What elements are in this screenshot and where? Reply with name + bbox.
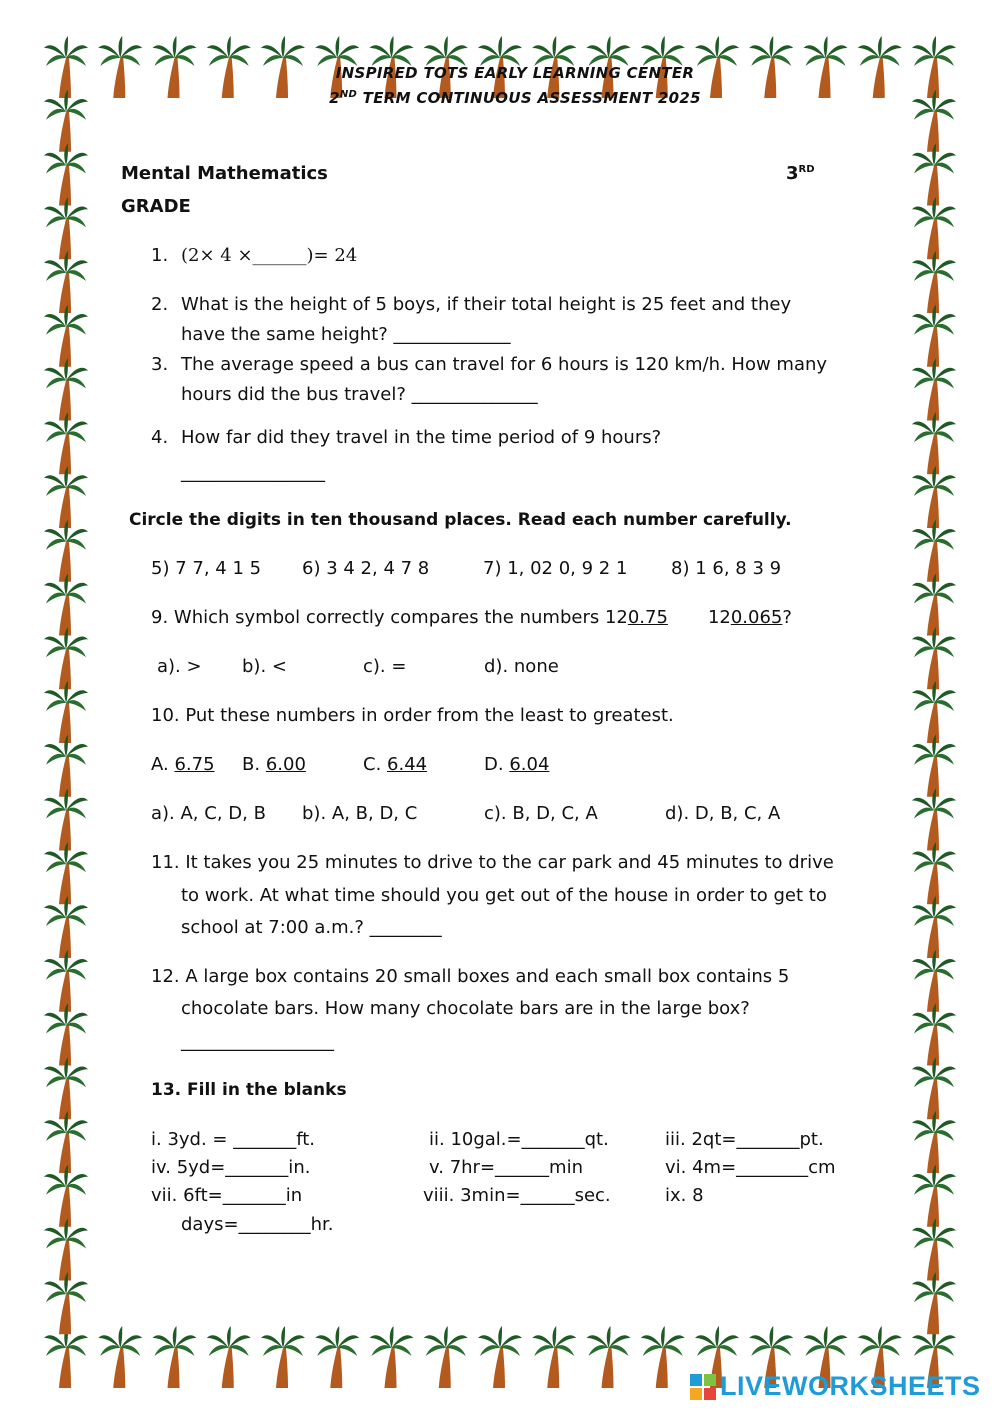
palm-tree-icon bbox=[315, 1326, 359, 1388]
fill-blank-item: vi. 4m=________cm bbox=[665, 1157, 836, 1178]
fill-blank-item: days=________hr. bbox=[181, 1214, 334, 1235]
palm-tree-icon bbox=[44, 359, 88, 421]
section-circle-instructions: Circle the digits in ten thousand places. Read each number carefully. bbox=[129, 510, 792, 530]
palm-tree-icon bbox=[44, 466, 88, 528]
fill-blank-item: v. 7hr=______min bbox=[429, 1157, 583, 1178]
palm-tree-icon bbox=[44, 1111, 88, 1173]
palm-tree-icon bbox=[912, 305, 956, 367]
palm-tree-icon bbox=[912, 627, 956, 689]
q11-line1: 11. It takes you 25 minutes to drive to the car park and 45 minutes to drive bbox=[151, 852, 834, 873]
palm-tree-icon bbox=[44, 197, 88, 259]
palm-tree-icon bbox=[912, 520, 956, 582]
palm-tree-icon bbox=[478, 1326, 522, 1388]
fill-blank-item: ix. 8 bbox=[665, 1185, 704, 1206]
palm-tree-icon bbox=[912, 251, 956, 313]
q2-number: 2. bbox=[151, 294, 169, 315]
palm-tree-icon bbox=[912, 896, 956, 958]
palm-tree-icon bbox=[912, 574, 956, 636]
q1-text: (2× 4 ×______)= 24 bbox=[181, 245, 358, 266]
palm-tree-icon bbox=[44, 1004, 88, 1066]
q3-line2: hours did the bus travel? ______________ bbox=[181, 384, 538, 405]
q13-title: 13. Fill in the blanks bbox=[151, 1080, 347, 1100]
q10-option: a). A, C, D, B bbox=[151, 803, 266, 824]
q4-line2: ________________ bbox=[181, 462, 325, 483]
palm-tree-icon bbox=[912, 735, 956, 797]
palm-tree-icon bbox=[370, 1326, 414, 1388]
palm-tree-icon bbox=[641, 1326, 685, 1388]
palm-tree-icon bbox=[44, 1057, 88, 1119]
q10-item: C. 6.44 bbox=[363, 754, 428, 775]
palm-tree-icon bbox=[44, 1326, 88, 1388]
number-item: 8) 1 6, 8 3 9 bbox=[671, 558, 782, 579]
palm-tree-icon bbox=[44, 627, 88, 689]
palm-tree-icon bbox=[912, 1111, 956, 1173]
palm-tree-icon bbox=[912, 359, 956, 421]
q10-item: D. 6.04 bbox=[484, 754, 550, 775]
q10-option: c). B, D, C, A bbox=[484, 803, 598, 824]
palm-tree-icon bbox=[44, 896, 88, 958]
palm-tree-icon bbox=[912, 681, 956, 743]
q4-line1: How far did they travel in the time period of 9 hours? bbox=[181, 427, 662, 448]
palm-tree-icon bbox=[912, 1272, 956, 1334]
q10-item: A. 6.75 bbox=[151, 754, 215, 775]
palm-tree-icon bbox=[44, 1219, 88, 1281]
palm-tree-icon bbox=[912, 412, 956, 474]
palm-tree-icon bbox=[912, 466, 956, 528]
q10-option: b). A, B, D, C bbox=[302, 803, 418, 824]
q9-text: 9. Which symbol correctly compares the numbers 120.75 120.065? bbox=[151, 607, 792, 628]
q12-line3: _________________ bbox=[181, 1031, 334, 1052]
q10-item: B. 6.00 bbox=[242, 754, 306, 775]
palm-tree-icon bbox=[44, 251, 88, 313]
q12-line2: chocolate bars. How many chocolate bars are in the large box? bbox=[181, 998, 750, 1019]
liveworksheets-brand[interactable]: LIVEWORKSHEETS bbox=[720, 1371, 981, 1401]
palm-tree-icon bbox=[912, 197, 956, 259]
q2-line2: have the same height? _____________ bbox=[181, 324, 511, 345]
q12-line1: 12. A large box contains 20 small boxes and each small box contains 5 bbox=[151, 966, 790, 987]
fill-blank-item: viii. 3min=______sec. bbox=[423, 1185, 611, 1206]
fill-blank-item: iv. 5yd=_______in. bbox=[151, 1157, 311, 1178]
palm-tree-icon bbox=[44, 520, 88, 582]
fill-blank-item: vii. 6ft=_______in bbox=[151, 1185, 303, 1206]
grade-number: 3RD bbox=[786, 163, 815, 184]
palm-tree-icon bbox=[44, 735, 88, 797]
fill-blank-item: iii. 2qt=_______pt. bbox=[665, 1129, 824, 1150]
q11-line2: to work. At what time should you get out of the house in order to get to bbox=[181, 885, 827, 906]
palm-tree-icon bbox=[912, 950, 956, 1012]
fill-blank-item: i. 3yd. = _______ft. bbox=[151, 1129, 316, 1150]
subject-title: Mental Mathematics bbox=[121, 163, 328, 184]
q10-option: d). D, B, C, A bbox=[665, 803, 781, 824]
number-item: 7) 1, 02 0, 9 2 1 bbox=[483, 558, 628, 579]
palm-tree-icon bbox=[44, 305, 88, 367]
assessment-title: 2ND TERM CONTINUOUS ASSESSMENT 2025 bbox=[329, 89, 701, 107]
q9-option: c). = bbox=[363, 656, 407, 677]
palm-tree-icon bbox=[912, 1165, 956, 1227]
q3-line1: The average speed a bus can travel for 6 hours is 120 km/h. How many bbox=[181, 354, 828, 375]
q9-option: a). > bbox=[157, 656, 202, 677]
q3-number: 3. bbox=[151, 354, 169, 375]
palm-tree-icon bbox=[912, 1219, 956, 1281]
palm-tree-icon bbox=[44, 950, 88, 1012]
palm-tree-icon bbox=[207, 1326, 251, 1388]
palm-tree-icon bbox=[44, 789, 88, 851]
palm-tree-icon bbox=[98, 1326, 142, 1388]
palm-tree-icon bbox=[44, 412, 88, 474]
palm-tree-icon bbox=[912, 789, 956, 851]
school-name: INSPIRED TOTS EARLY LEARNING CENTER bbox=[335, 64, 695, 82]
q10-text: 10. Put these numbers in order from the least to greatest. bbox=[151, 705, 674, 726]
number-item: 6) 3 4 2, 4 7 8 bbox=[302, 558, 430, 579]
q4-number: 4. bbox=[151, 427, 169, 448]
palm-tree-icon bbox=[912, 1057, 956, 1119]
grade-label: GRADE bbox=[121, 196, 191, 217]
fill-blank-item: ii. 10gal.=_______qt. bbox=[429, 1129, 609, 1150]
q1-number: 1. bbox=[151, 245, 169, 266]
liveworksheets-logo-icon bbox=[690, 1374, 716, 1400]
palm-tree-icon bbox=[44, 681, 88, 743]
palm-tree-icon bbox=[44, 842, 88, 904]
palm-tree-icon bbox=[44, 1165, 88, 1227]
palm-tree-icon bbox=[424, 1326, 468, 1388]
palm-tree-icon bbox=[912, 144, 956, 206]
q2-line1: What is the height of 5 boys, if their total height is 25 feet and they bbox=[181, 294, 792, 315]
palm-tree-icon bbox=[153, 1326, 197, 1388]
palm-tree-icon bbox=[44, 1272, 88, 1334]
q9-option: d). none bbox=[484, 656, 559, 677]
palm-tree-icon bbox=[261, 1326, 305, 1388]
palm-tree-icon bbox=[44, 574, 88, 636]
number-item: 5) 7 7, 4 1 5 bbox=[151, 558, 262, 579]
q9-option: b). < bbox=[242, 656, 287, 677]
palm-tree-icon bbox=[532, 1326, 576, 1388]
palm-tree-icon bbox=[912, 1004, 956, 1066]
palm-tree-icon bbox=[587, 1326, 631, 1388]
q11-line3: school at 7:00 a.m.? ________ bbox=[181, 917, 442, 938]
palm-tree-icon bbox=[44, 144, 88, 206]
palm-tree-icon bbox=[912, 842, 956, 904]
